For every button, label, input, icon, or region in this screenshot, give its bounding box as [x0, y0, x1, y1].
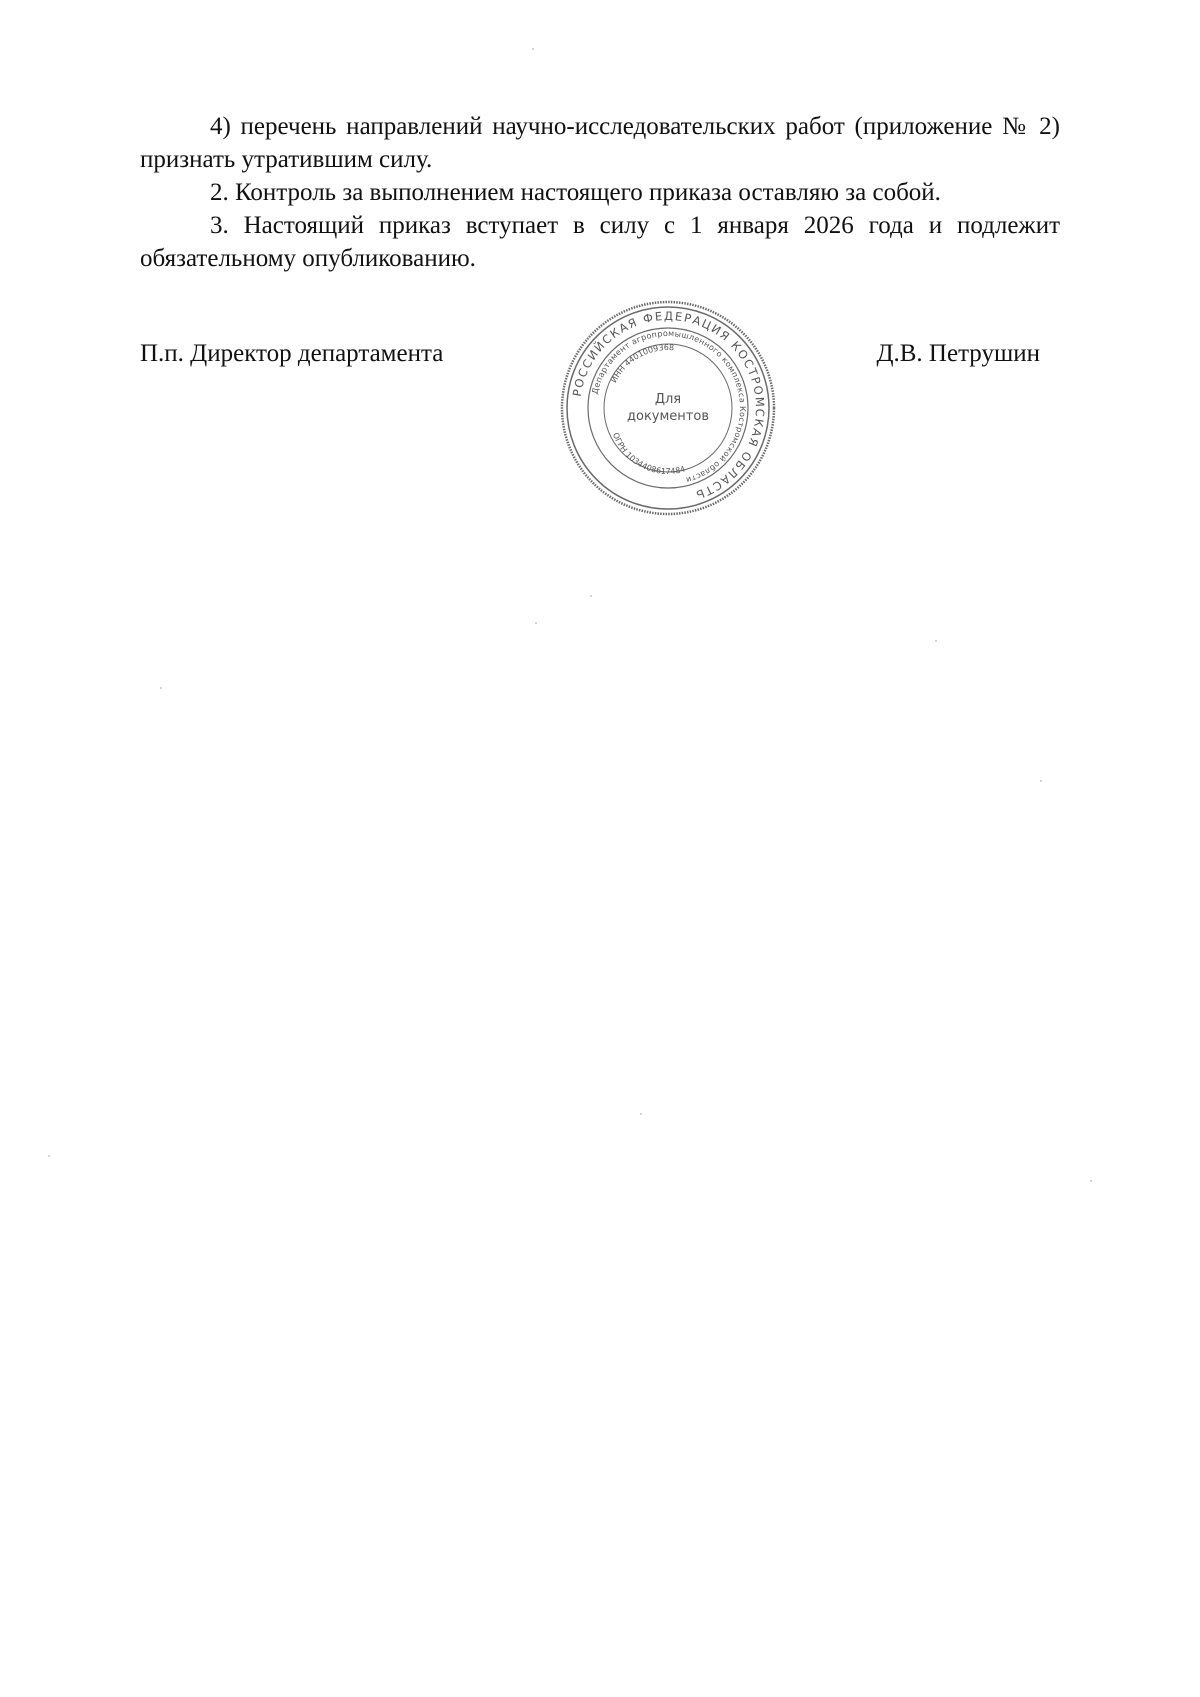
scan-speck	[532, 48, 534, 50]
scan-speck	[1090, 1180, 1092, 1182]
document-body	[140, 110, 1060, 275]
signatory-position: П.п. Директор департамента	[140, 340, 444, 367]
seal-icon	[558, 298, 778, 518]
scan-speck	[590, 595, 592, 597]
seal-inner-text: Департамент агропромышленного комплекса Костромской области	[590, 328, 748, 485]
signatory-name: Д.В. Петрушин	[876, 340, 1040, 367]
scan-speck	[535, 622, 537, 624]
official-seal	[558, 298, 778, 518]
seal-inn-text: ИНН 4401009368	[609, 342, 675, 385]
scan-speck	[640, 1113, 642, 1115]
seal-ogrn-text: ОГРН 1034408617484	[610, 431, 687, 476]
seal-center-line-2: документов	[627, 409, 709, 424]
scan-speck	[160, 687, 162, 689]
seal-outer-text: РОССИЙСКАЯ ФЕДЕРАЦИЯ КОСТРОМСКАЯ ОБЛАСТЬ	[569, 308, 768, 503]
scan-speck	[48, 1155, 50, 1157]
paragraph-control: 2. Контроль за выполнением настоящего приказа оставляю за собой.	[210, 179, 941, 206]
paragraph-effective-date: 3. Настоящий приказ вступает в силу с 1 января 2026 года и подлежит обязательному опубликованию.	[140, 212, 1060, 272]
seal-center-line-1: Для	[654, 392, 682, 407]
scan-speck	[1040, 780, 1042, 782]
scan-speck	[935, 640, 937, 642]
svg-text:ОГРН 1034408617484	[611, 431, 686, 476]
paragraph-item-4: 4) перечень направлений научно-исследовательских работ (приложение № 2) признать утратившим силу.	[140, 113, 1060, 173]
